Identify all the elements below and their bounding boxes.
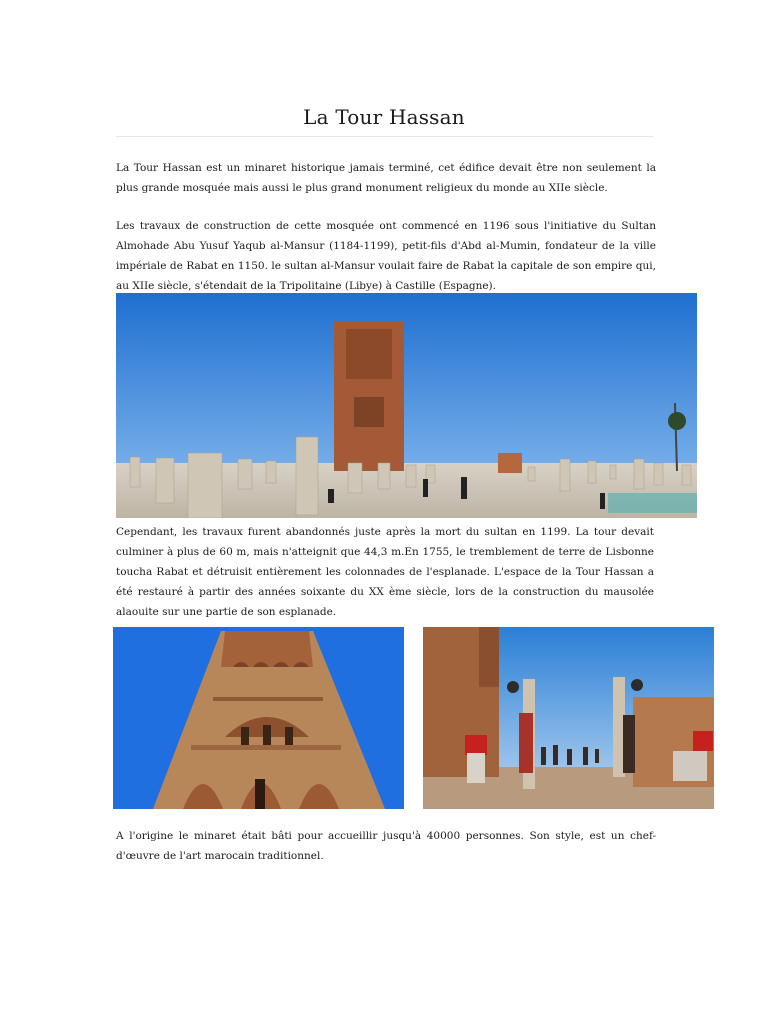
paragraph-abandonment: Cependant, les travaux furent abandonnés juste après la mort du sultan en 1199. La tour devait culminer à plus de 60 m, mais n'atteignit que 44,3 m.En 1755, le tremblement de terre de Lisbonne toucha Rabat et détruisit entièrement les colonnades de l'esplanade. L'espace de la Tour Hassan a été restauré à partir des années soixante du XX ème siècle, lors de la construction du mausolée alaouite sur une partie de son esplanade. — [116, 526, 654, 618]
paragraph-intro: La Tour Hassan est un minaret historique jamais terminé, cet édifice devait être non seulement la plus grande mosquée mais aussi le plus grand monument religieux du monde au XIIe siècle. — [116, 162, 656, 194]
mausoleum-entrance-photo — [423, 627, 714, 809]
tower-esplanade-photo — [116, 293, 697, 518]
title-divider — [116, 136, 654, 137]
paragraph-capacity: A l'origine le minaret était bâti pour accueillir jusqu'à 40000 personnes. Son style, est un chef-d'œuvre de l'art marocain traditionnel. — [116, 830, 656, 862]
page-title: La Tour Hassan — [303, 105, 465, 130]
paragraph-construction: Les travaux de construction de cette mosquée ont commencé en 1196 sous l'initiative du Sultan Almohade Abu Yusuf Yaqub al-Mansur (1184-1199), petit-fils d'Abd al-Mumin, fondateur de la ville impériale de Rabat en 1150. le sultan al-Mansur voulait faire de Rabat la capitale de son empire qui, au XIIe siècle, s'étendait de la Tripolitaine (Libye) à Castille (Espagne). — [116, 220, 656, 292]
minaret-closeup-photo — [113, 627, 404, 809]
